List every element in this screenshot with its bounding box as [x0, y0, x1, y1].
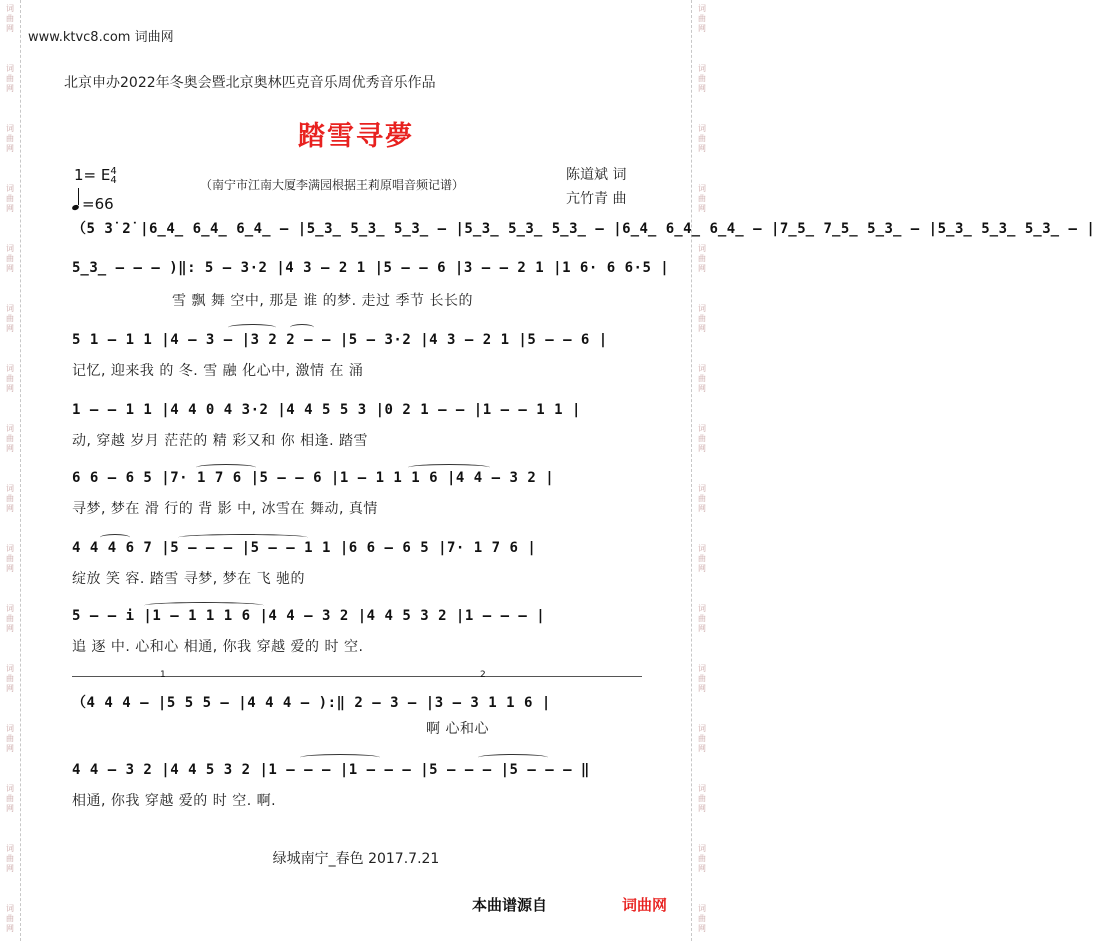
key-signature: [74, 166, 117, 185]
side-watermark: 词 曲 网: [6, 724, 14, 753]
side-watermark: 词 曲 网: [698, 484, 706, 513]
volta-1-bracket: [72, 676, 420, 677]
side-watermark: 词 曲 网: [698, 664, 706, 693]
score-line-3-notes: 5 1 – 1 1 |4 – 3 – |3 2 2 – – |5 – 3·2 |4 3 – 2 1 |5 – – 6 |: [72, 332, 608, 348]
side-watermark: 词 曲 网: [6, 364, 14, 393]
score-line-2-lyrics: 雪 飘 舞 空中, 那是 谁 的梦. 走过 季节 长长的: [172, 293, 473, 309]
key-label: 1= E: [74, 166, 111, 184]
side-watermark: 词 曲 网: [6, 244, 14, 273]
slur: [228, 324, 276, 331]
side-watermark: 词 曲 网: [698, 784, 706, 813]
side-watermark: 词 曲 网: [6, 604, 14, 633]
score-line-5-lyrics: 寻梦, 梦在 滑 行的 背 影 中, 冰雪在 舞动, 真情: [72, 501, 378, 517]
score-line-7-lyrics: 追 逐 中. 心和心 相通, 你我 穿越 爱的 时 空.: [72, 639, 364, 655]
credit-label: 本曲谱源自: [472, 896, 548, 914]
side-watermark: 词 曲 网: [6, 484, 14, 513]
volta-2-label: 2: [480, 670, 486, 680]
score-line-7-notes: 5 – – i |1 – 1 1 1 6 |4 4 – 3 2 |4 4 5 3 2 |1 – – – |: [72, 608, 546, 624]
slur: [300, 754, 380, 761]
lyricist: 陈道斌 词: [566, 167, 627, 183]
signature-date: 绿城南宁_春色 2017.7.21: [272, 851, 440, 867]
score-line-9-lyrics: 相通, 你我 穿越 爱的 时 空. 啊.: [72, 793, 277, 809]
side-watermark: 词 曲 网: [6, 304, 14, 333]
volta-2-bracket: [420, 676, 642, 677]
score-line-4-lyrics: 动, 穿越 岁月 茫茫的 精 彩又和 你 相逢. 踏雪: [72, 433, 369, 449]
side-watermark: 词 曲 网: [6, 904, 14, 933]
score-line-3-lyrics: 记忆, 迎来我 的 冬. 雪 融 化心中, 激情 在 涌: [72, 363, 364, 379]
side-watermark: 词 曲 网: [698, 844, 706, 873]
site-header[interactable]: www.ktvc8.com 词曲网: [28, 30, 174, 45]
side-watermark: 词 曲 网: [698, 304, 706, 333]
score-line-9-notes: 4 4 – 3 2 |4 4 5 3 2 |1 – – – |1 – – – |5 – – – |5 – – – ‖: [72, 762, 590, 778]
side-watermark: 词 曲 网: [6, 664, 14, 693]
side-watermark: 词 曲 网: [698, 604, 706, 633]
score-line-4-notes: 1 – – 1 1 |4 4 0 4 3·2 |4 4 5 5 3 |0 2 1 – – |1 – – 1 1 |: [72, 402, 581, 418]
side-watermark: 词 曲 网: [698, 124, 706, 153]
score-line-8-lyrics: 啊 心和心: [426, 721, 489, 737]
side-watermark: 词 曲 网: [6, 844, 14, 873]
slur: [290, 324, 314, 331]
score-line-6-lyrics: 绽放 笑 容. 踏雪 寻梦, 梦在 飞 驰的: [72, 571, 306, 587]
composer: 亢竹青 曲: [566, 191, 627, 207]
side-watermark: 词 曲 网: [698, 904, 706, 933]
transcription-note: （南宁市江南大厦李满园根据王莉原唱音频记谱）: [200, 178, 465, 192]
side-watermark: 词 曲 网: [6, 184, 14, 213]
song-title: 踏雪寻夢: [298, 121, 414, 152]
score-line-1-notes: （5 3̇ 2̇ |6̲4̲ 6̲4̲ 6̲4̲ – |5̲3̲ 5̲3̲ 5̲3̲ – |5̲3̲ 5̲3̲ 5̲3̲ – |6̲4̲ 6̲4̲ 6̲4̲ – |7̲5̲ 7̲5̲ 5̲3̲ – |5̲3̲ 5̲3̲ 5̲3̲ – |: [72, 221, 1095, 237]
side-watermark: 词 曲 网: [698, 64, 706, 93]
side-watermark: 词 曲 网: [6, 784, 14, 813]
time-signature: 4 4: [110, 165, 117, 186]
side-watermark: 词 曲 网: [6, 424, 14, 453]
score-line-8-notes: （4 4 4 – |5 5 5 – |4 4 4 – ):‖ 2 – 3 – |3 – 3 1 1 6 |: [72, 695, 551, 711]
volta-1-label: 1: [160, 670, 166, 680]
score-line-5-notes: 6 6 – 6 5 |7· 1 7 6 |5 – – 6 |1 – 1 1 1 6 |4 4 – 3 2 |: [72, 470, 555, 486]
side-watermark: 词 曲 网: [6, 4, 14, 33]
side-watermark: 词 曲 网: [698, 724, 706, 753]
page-subtitle: 北京申办2022年冬奥会暨北京奥林匹克音乐周优秀音乐作品: [64, 75, 436, 91]
side-watermark: 词 曲 网: [698, 544, 706, 573]
side-watermark: 词 曲 网: [6, 124, 14, 153]
quarter-note-icon: [71, 204, 79, 211]
side-watermark: 词 曲 网: [698, 424, 706, 453]
score-line-2-notes: 5̲3̲ – – – )‖: 5 – 3·2 |4 3 – 2 1 |5 – – 6 |3 – – 2 1 |1 6· 6 6·5 |: [72, 260, 670, 276]
side-watermark: 词 曲 网: [698, 244, 706, 273]
side-watermark: 词 曲 网: [698, 364, 706, 393]
side-watermark: 词 曲 网: [6, 544, 14, 573]
side-watermark: 词 曲 网: [698, 4, 706, 33]
tempo-marking: =66: [72, 192, 114, 213]
score-line-6-notes: 4 4 4 6 7 |5 – – – |5 – – 1 1 |6 6 – 6 5 |7· 1 7 6 |: [72, 540, 537, 556]
slur: [478, 754, 548, 761]
side-watermark: 词 曲 网: [6, 64, 14, 93]
credit-site-link[interactable]: 词曲网: [622, 896, 668, 914]
side-watermark: 词 曲 网: [698, 184, 706, 213]
